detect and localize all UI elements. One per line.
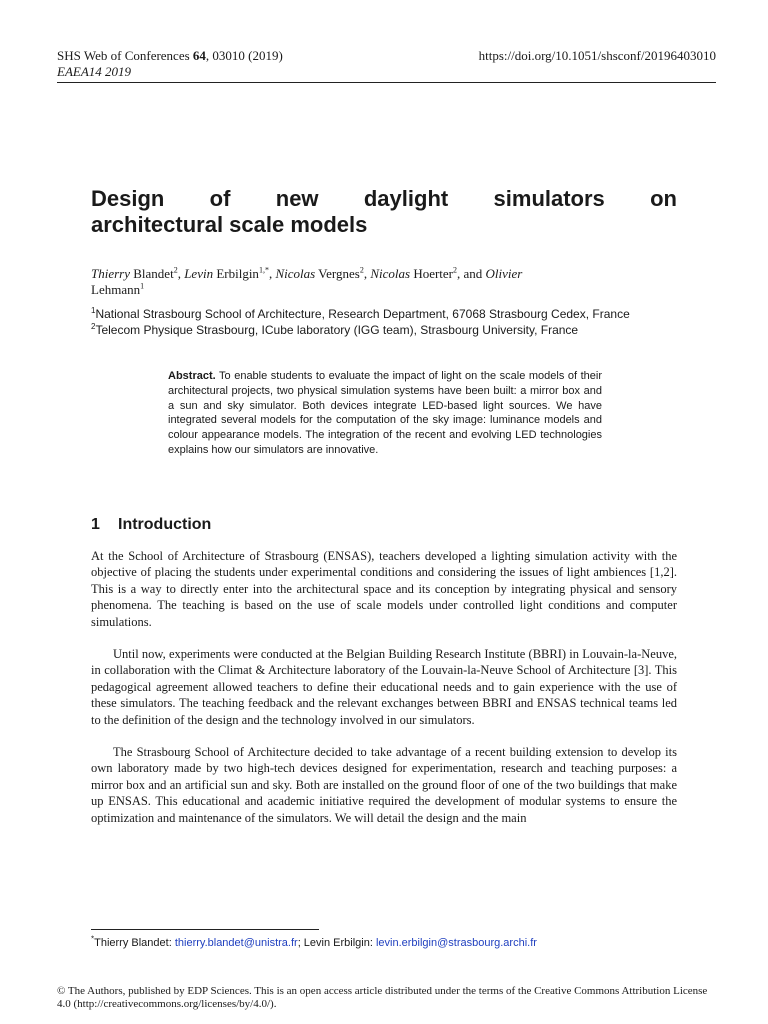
running-header-left bbox=[57, 48, 283, 80]
title-line-2: architectural scale models bbox=[91, 212, 368, 237]
paper-title bbox=[91, 186, 677, 238]
paragraph-2: Until now, experiments were conducted at the Belgian Building Research Institute (BBRI) in Louvain-la-Neuve, in collaboration with the Climat & Architecture laboratory of the Louvain-la-Neuve School of Architecture [3]. This pedagogical agreement allowed teachers to define their educational needs and to gain experience with the use of these simulators. The teaching feedback and the relevant exchanges between BBRI and ENSAS technical teams led to the definition of the design and the technology involved in our simulators. bbox=[91, 647, 677, 727]
footnote-divider bbox=[91, 929, 319, 930]
paragraph-3: The Strasbourg School of Architecture decided to take advantage of a recent building extension to develop its own laboratory made by two high-tech devices designed for experimentation, research and teaching purposes: a mirror box and an artificial sun and sky. Both are installed on the ground floor of one of the two buildings that make up ENSAS. This educational and academic initiative required the development of modular systems to ensure the optimization and maintenance of the simulators. We will detail the design and the main bbox=[91, 745, 677, 825]
footnote: *Thierry Blandet: thierry.blandet@unistra.fr; Levin Erbilgin: levin.erbilgin@strasbourg.archi.fr bbox=[91, 934, 537, 949]
abstract-label: Abstract. bbox=[168, 370, 216, 382]
section-number: 1 bbox=[91, 516, 100, 533]
email-link-1[interactable]: thierry.blandet@unistra.fr bbox=[174, 937, 298, 949]
header-divider bbox=[57, 82, 716, 83]
paragraph-1: At the School of Architecture of Strasbourg (ENSAS), teachers developed a lighting simulation activity with the objective of placing the students under experimental conditions and considering the issues of light ambiences [1,2]. This is a way to directly enter into the architectural space and its conception by integrating physical and sensory phenomena. The teaching is based on the use of scale models under controlled light conditions and computer simulations. bbox=[91, 549, 677, 629]
author: Thierry Blandet$^2$, bbox=[91, 265, 185, 281]
body-text bbox=[91, 548, 677, 842]
section-title: Introduction bbox=[118, 516, 212, 533]
affiliations bbox=[91, 306, 691, 338]
author: Olivier Lehmann$^1$ bbox=[91, 266, 523, 297]
author: Levin Erbilgin$^{1,*}$, bbox=[184, 265, 276, 281]
journal-citation: SHS Web of Conferences 64, 03010 (2019) bbox=[57, 48, 283, 63]
conference-name: EAEA14 2019 bbox=[57, 64, 132, 79]
author: Nicolas Vergnes$^2$, bbox=[275, 265, 371, 281]
section-heading bbox=[91, 515, 211, 535]
email-link-2[interactable]: levin.erbilgin@strasbourg.archi.fr bbox=[375, 937, 537, 949]
abstract-text: To enable students to evaluate the impact of light on the scale models of their architectural projects, two physical simulation systems have been built: a mirror box and a sun and sky simulator. Both devices integrate LED-based light sources. We have integrated several models for the computation of the sky image: luminance models and colour appearance models. The integration of the recent and evolving LED technologies explains how our simulators are innovative. bbox=[168, 370, 602, 456]
copyright-notice: © The Authors, published by EDP Sciences. This is an open access article distributed under the terms of the Creative Commons Attribution License 4.0 (http://creativecommons.org/licenses/by/4.0/). bbox=[57, 985, 708, 1010]
abstract bbox=[168, 369, 602, 458]
author: Nicolas Hoerter$^2$, and bbox=[370, 265, 486, 281]
affiliation-1: $^1$National Strasbourg School of Architecture, Research Department, 67068 Strasbourg Cedex, France bbox=[91, 306, 630, 321]
affiliation-2: $^2$Telecom Physique Strasbourg, ICube laboratory (IGG team), Strasbourg University, France bbox=[91, 322, 579, 337]
title-line-1: Design of new daylight simulators on bbox=[91, 186, 677, 211]
author-list bbox=[91, 266, 677, 298]
doi-link[interactable]: https://doi.org/10.1051/shsconf/20196403010 bbox=[478, 48, 716, 63]
